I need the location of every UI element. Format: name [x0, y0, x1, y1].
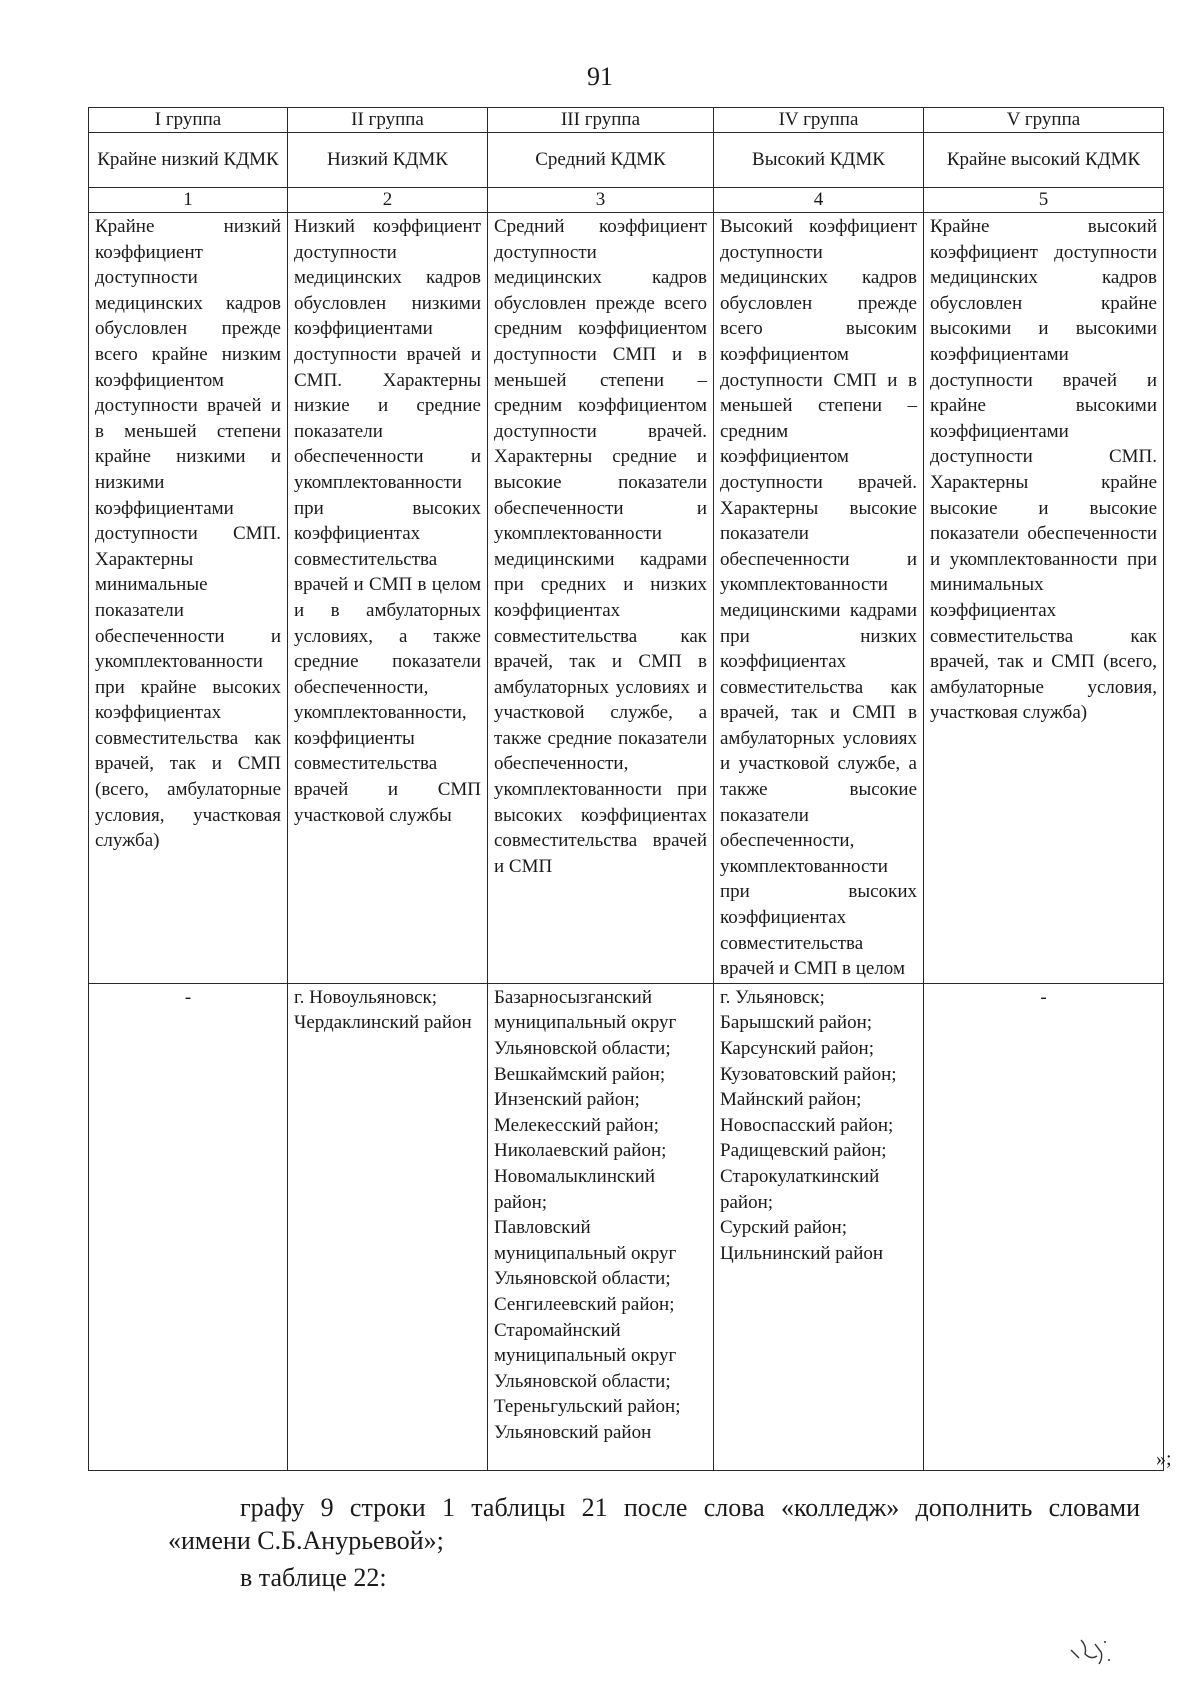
- group-header-3: III группа: [488, 108, 714, 133]
- description-cell-3: Средний коэффициент доступности медицинских кадров обусловлен прежде всего средним коэффициентом доступности СМП и в меньшей степени – средним коэффициентом доступности врачей. Характерны средние и высокие показатели обеспеченности и укомплектованности медицинскими кадрами при средних и низких коэффициентах совместительства как врачей, так и СМП в амбулаторных условиях и участковой службе, а также средние показатели обеспеченности, укомплектованности при высоких коэффициентах совместительства врачей и СМП: [488, 213, 714, 984]
- table-header-levels: [89, 133, 1164, 188]
- region-item: Старокулаткинский район;: [720, 1165, 880, 1213]
- level-header-5: Крайне высокий КДМК: [924, 133, 1164, 188]
- table-header-numbers: [89, 188, 1164, 213]
- level-header-1: Крайне низкий КДМК: [89, 133, 288, 188]
- region-item: Барышский район;: [720, 1012, 873, 1034]
- kdmk-groups-table: [88, 107, 1164, 1471]
- region-item: Николаевский район;: [494, 1140, 667, 1162]
- initials-mark-icon: [1065, 1630, 1120, 1670]
- region-item: г. Новоульяновск;: [294, 986, 438, 1008]
- region-item: Старомайнский муниципальный округ Ульяновской области;: [494, 1319, 677, 1392]
- page-number: 91: [587, 62, 613, 91]
- group-header-1: I группа: [89, 108, 288, 133]
- description-cell-5: Крайне высокий коэффициент доступности медицинских кадров обусловлен крайне высокими и высокими коэффициентами доступности врачей и крайне высокими коэффициентами доступности СМП. Характерны крайне высокие и высокие показатели обеспеченности и укомплектованности при минимальных коэффициентах совместительства как врачей, так и СМП (всего, амбулаторные условия, участковая служба): [924, 213, 1164, 984]
- region-item: Радищевский район;: [720, 1140, 887, 1162]
- region-item: Вешкаймский район;: [494, 1063, 666, 1085]
- description-cell-2: Низкий коэффициент доступности медицинских кадров обусловлен низкими коэффициентами доступности врачей и СМП. Характерны низкие и средние показатели обеспеченности и укомплектованности при высоких коэффициентах совместительства врачей и СМП в целом и в амбулаторных условиях, а также средние показатели обеспеченности, укомплектованности, коэффициенты совместительства врачей и СМП участковой службы: [288, 213, 488, 984]
- region-item: Тереньгульский район;: [494, 1396, 681, 1418]
- region-item: Сенгилеевский район;: [494, 1293, 675, 1315]
- region-item: Павловский муниципальный округ Ульяновской области;: [494, 1217, 677, 1290]
- amendment-text-line-1: графу 9 строки 1 таблицы 21 после слова «колледж» дополнить словами: [240, 1493, 1140, 1522]
- description-cell-1: Крайне низкий коэффициент доступности медицинских кадров обусловлен прежде всего крайне низким коэффициентом доступности врачей и в меньшей степени крайне низкими и низкими коэффициентами доступности СМП. Характерны минимальные показатели обеспеченности и укомплектованности при крайне высоких коэффициентах совместительства как врачей, так и СМП (всего, амбулаторные условия, участковая служба): [89, 213, 288, 984]
- table-header-groups: [89, 108, 1164, 133]
- level-header-4: Высокий КДМК: [714, 133, 924, 188]
- table-row-regions: [89, 983, 1164, 1470]
- regions-cell-5: [924, 983, 1164, 1470]
- column-number-4: 4: [714, 188, 924, 213]
- region-item: Базарносызганский муниципальный округ Ульяновской области;: [494, 986, 677, 1059]
- region-item: Мелекесский район;: [494, 1114, 659, 1136]
- regions-cell-3: [488, 983, 714, 1470]
- region-item: Чердаклинский район: [294, 1012, 472, 1034]
- column-number-2: 2: [288, 188, 488, 213]
- region-item: г. Ульяновск;: [720, 986, 825, 1008]
- column-number-1: 1: [89, 188, 288, 213]
- regions-cell-4: [714, 983, 924, 1470]
- group-header-5: V группа: [924, 108, 1164, 133]
- amendment-text-line-3: в таблице 22:: [240, 1563, 387, 1592]
- region-item: Майнский район;: [720, 1089, 862, 1111]
- amendment-text-line-2: «имени С.Б.Анурьевой»;: [168, 1526, 444, 1555]
- level-header-2: Низкий КДМК: [288, 133, 488, 188]
- column-number-3: 3: [488, 188, 714, 213]
- table-row-descriptions: [89, 213, 1164, 984]
- region-item: -: [1040, 986, 1047, 1008]
- region-item: Новоспасский район;: [720, 1114, 894, 1136]
- group-header-4: IV группа: [714, 108, 924, 133]
- region-item: Инзенский район;: [494, 1089, 640, 1111]
- level-header-3: Средний КДМК: [488, 133, 714, 188]
- region-item: Цильнинский район: [720, 1242, 884, 1264]
- region-item: Кузоватовский район;: [720, 1063, 897, 1085]
- description-cell-4: Высокий коэффициент доступности медицинских кадров обусловлен прежде всего высоким коэффициентом доступности СМП и в меньшей степени – средним коэффициентом доступности врачей. Характерны высокие показатели обеспеченности и укомплектованности медицинскими кадрами при низких коэффициентах совместительства как врачей, так и СМП в амбулаторных условиях и участковой службе, а также высокие показатели обеспеченности, укомплектованности при высоких коэффициентах совместительства врачей и СМП в целом: [714, 213, 924, 984]
- region-item: -: [184, 986, 192, 1008]
- region-item: Карсунский район;: [720, 1038, 875, 1059]
- region-item: Ульяновский район: [494, 1421, 652, 1443]
- closing-quote: »;: [1156, 1448, 1172, 1470]
- group-header-2: II группа: [288, 108, 488, 133]
- region-item: Сурский район;: [720, 1217, 847, 1239]
- regions-cell-2: [288, 983, 488, 1470]
- column-number-5: 5: [924, 188, 1164, 213]
- regions-cell-1: [89, 983, 288, 1470]
- region-item: Новомалыклинский район;: [494, 1165, 655, 1213]
